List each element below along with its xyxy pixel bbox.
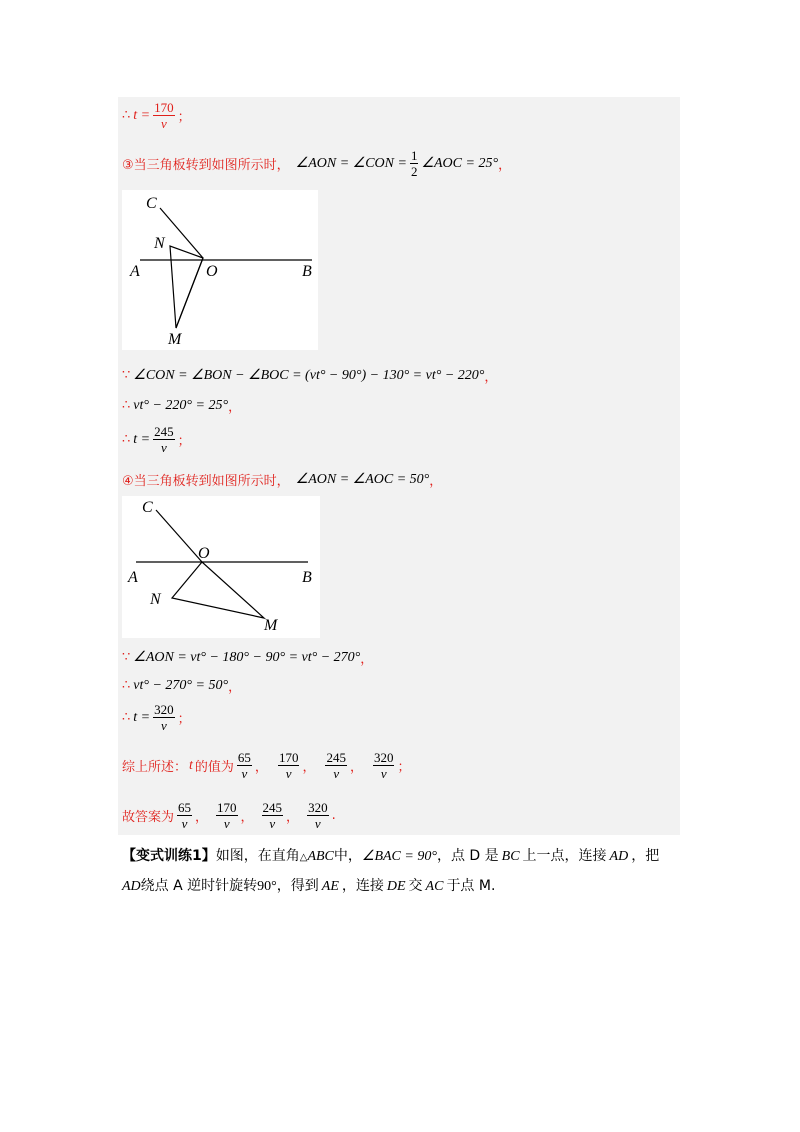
solution-line-3 — [122, 366, 497, 385]
label-c: C — [142, 499, 153, 516]
angle-expression: ∠AON = ∠CON = — [295, 156, 407, 171]
fraction-numerator: 245 — [154, 424, 174, 439]
fraction-numerator: 320 — [308, 800, 328, 815]
therefore-symbol: ∴ — [122, 108, 131, 123]
fraction-denominator: v — [380, 766, 387, 781]
fraction-numerator: 1 — [410, 148, 418, 163]
angle-expression: ∠AOC = 25° — [421, 156, 499, 171]
fraction-denominator: v — [181, 816, 188, 831]
label-c: C — [146, 195, 157, 212]
punctuation: ； — [177, 712, 191, 727]
fraction-numerator: 65 — [237, 750, 251, 765]
fraction-denominator: v — [333, 766, 340, 781]
exercise-text: 如图，在直角 — [215, 848, 300, 864]
equation-lhs: t = — [133, 709, 151, 725]
fraction — [237, 750, 252, 781]
label-o: O — [198, 545, 210, 562]
solution-line-5 — [122, 424, 191, 455]
triangle-name: ABC — [307, 849, 334, 864]
fraction — [262, 800, 284, 831]
therefore-symbol: ∴ — [122, 710, 131, 725]
punctuation: ； — [177, 110, 191, 125]
punctuation: ； — [177, 434, 191, 449]
fraction-denominator: v — [269, 816, 276, 831]
solution-line-6 — [122, 470, 442, 489]
solution-line-8 — [122, 676, 241, 695]
punctuation: ， — [302, 760, 316, 775]
exercise-text: ，点 D 是 — [436, 848, 499, 864]
fraction — [278, 750, 300, 781]
angle-expression: ∠AON = vt° − 180° − 90° = vt° − 270° — [133, 650, 361, 665]
therefore-symbol: ∴ — [122, 432, 131, 447]
label-b: B — [302, 569, 312, 586]
because-symbol: ∵ — [122, 650, 131, 665]
exercise-text: 交 — [408, 878, 423, 894]
punctuation: ， — [484, 370, 498, 385]
fraction-numerator: 245 — [262, 800, 283, 815]
exercise-text: 上一点，连接 — [522, 848, 607, 864]
summary-label: 的值为 — [194, 760, 234, 775]
equation-lhs: t = — [133, 431, 151, 447]
equation: vt° − 270° = 50° — [133, 677, 229, 693]
segment-de: DE — [386, 879, 406, 894]
solution-line-11 — [122, 800, 336, 831]
solution-line-4 — [122, 396, 241, 415]
fraction-denominator: 2 — [410, 164, 418, 179]
label-n: N — [154, 235, 165, 252]
fraction-numerator: 320 — [154, 702, 174, 717]
punctuation: ， — [286, 810, 300, 825]
label-b: B — [302, 263, 312, 280]
punctuation: ； — [397, 760, 411, 775]
fraction — [410, 148, 419, 179]
label-o: O — [206, 263, 218, 280]
summary-label: 综上所述： — [122, 760, 188, 775]
punctuation: ， — [254, 760, 268, 775]
fraction — [325, 750, 347, 781]
segment-bc: BC — [501, 849, 520, 864]
label-a: A — [128, 569, 138, 586]
fraction — [177, 800, 192, 831]
label-m: M — [264, 617, 278, 634]
fraction-denominator: v — [160, 718, 167, 733]
exercise-text: 中， — [333, 848, 362, 864]
fraction-denominator: v — [160, 116, 167, 131]
equation-lhs: t = — [133, 107, 151, 123]
fraction — [373, 750, 395, 781]
exercise-paragraph — [122, 842, 682, 901]
variable: t — [189, 757, 193, 773]
exercise-text: ，把 — [631, 848, 660, 864]
punctuation: ， — [240, 810, 254, 825]
label-a: A — [130, 263, 140, 280]
solution-line-1 — [122, 100, 191, 131]
fraction-denominator: v — [285, 766, 292, 781]
punctuation: ， — [228, 680, 242, 695]
punctuation: ， — [228, 400, 242, 415]
exercise-text: ，连接 — [341, 878, 384, 894]
exercise-text: 于点 M. — [446, 878, 496, 894]
answer-label: 故答案为 — [122, 810, 175, 825]
solution-line-2 — [122, 148, 511, 179]
segment-ac: AC — [425, 879, 444, 894]
solution-line-10 — [122, 750, 410, 781]
angle-expression: ∠BAC = 90° — [361, 849, 437, 864]
fraction-denominator: v — [314, 816, 321, 831]
fraction-numerator: 245 — [326, 750, 346, 765]
fraction-numerator: 170 — [154, 100, 174, 115]
exercise-text: 绕点 A 逆时针旋转 — [140, 878, 258, 894]
segment-ad: AD — [122, 879, 141, 894]
fraction-denominator: v — [223, 816, 230, 831]
therefore-symbol: ∴ — [122, 678, 131, 693]
fraction-denominator: v — [160, 440, 167, 455]
step-heading: ④当三角板转到如图所示时， — [122, 474, 290, 489]
punctuation: ， — [195, 810, 209, 825]
fraction-numerator: 320 — [373, 750, 394, 765]
segment-ae: AE — [321, 879, 339, 894]
punctuation: ， — [360, 652, 374, 667]
punctuation: ， — [429, 474, 443, 489]
fraction-numerator: 170 — [278, 750, 299, 765]
therefore-symbol: ∴ — [122, 398, 131, 413]
fraction — [307, 800, 329, 831]
triangle-symbol: △ — [299, 852, 308, 863]
fraction-denominator: v — [241, 766, 248, 781]
angle-expression: ∠CON = ∠BON − ∠BOC = (vt° − 90°) − 130° = vt° − 220° — [133, 368, 485, 383]
figure-2 — [122, 496, 320, 638]
equation: vt° − 220° = 25° — [133, 397, 229, 413]
fraction-numerator: 170 — [217, 800, 237, 815]
label-n: N — [150, 591, 161, 608]
exercise-text: ，得到 — [276, 878, 319, 894]
label-m: M — [168, 331, 182, 348]
fraction — [216, 800, 238, 831]
fraction — [153, 702, 175, 733]
rotation-angle: 90° — [257, 879, 277, 894]
exercise-tag: 【变式训练1】 — [122, 848, 216, 864]
step-heading: ③当三角板转到如图所示时， — [122, 158, 290, 173]
solution-line-9 — [122, 702, 191, 733]
segment-ad: AD — [609, 849, 629, 864]
punctuation: . — [331, 808, 336, 823]
angle-expression: ∠AON = ∠AOC = 50° — [295, 472, 430, 487]
fraction — [153, 100, 175, 131]
punctuation: ， — [349, 760, 363, 775]
figure-1 — [122, 190, 318, 350]
because-symbol: ∵ — [122, 368, 131, 383]
solution-line-7 — [122, 648, 373, 667]
fraction — [153, 424, 175, 455]
fraction-numerator: 65 — [178, 800, 192, 815]
punctuation: ， — [498, 158, 512, 173]
